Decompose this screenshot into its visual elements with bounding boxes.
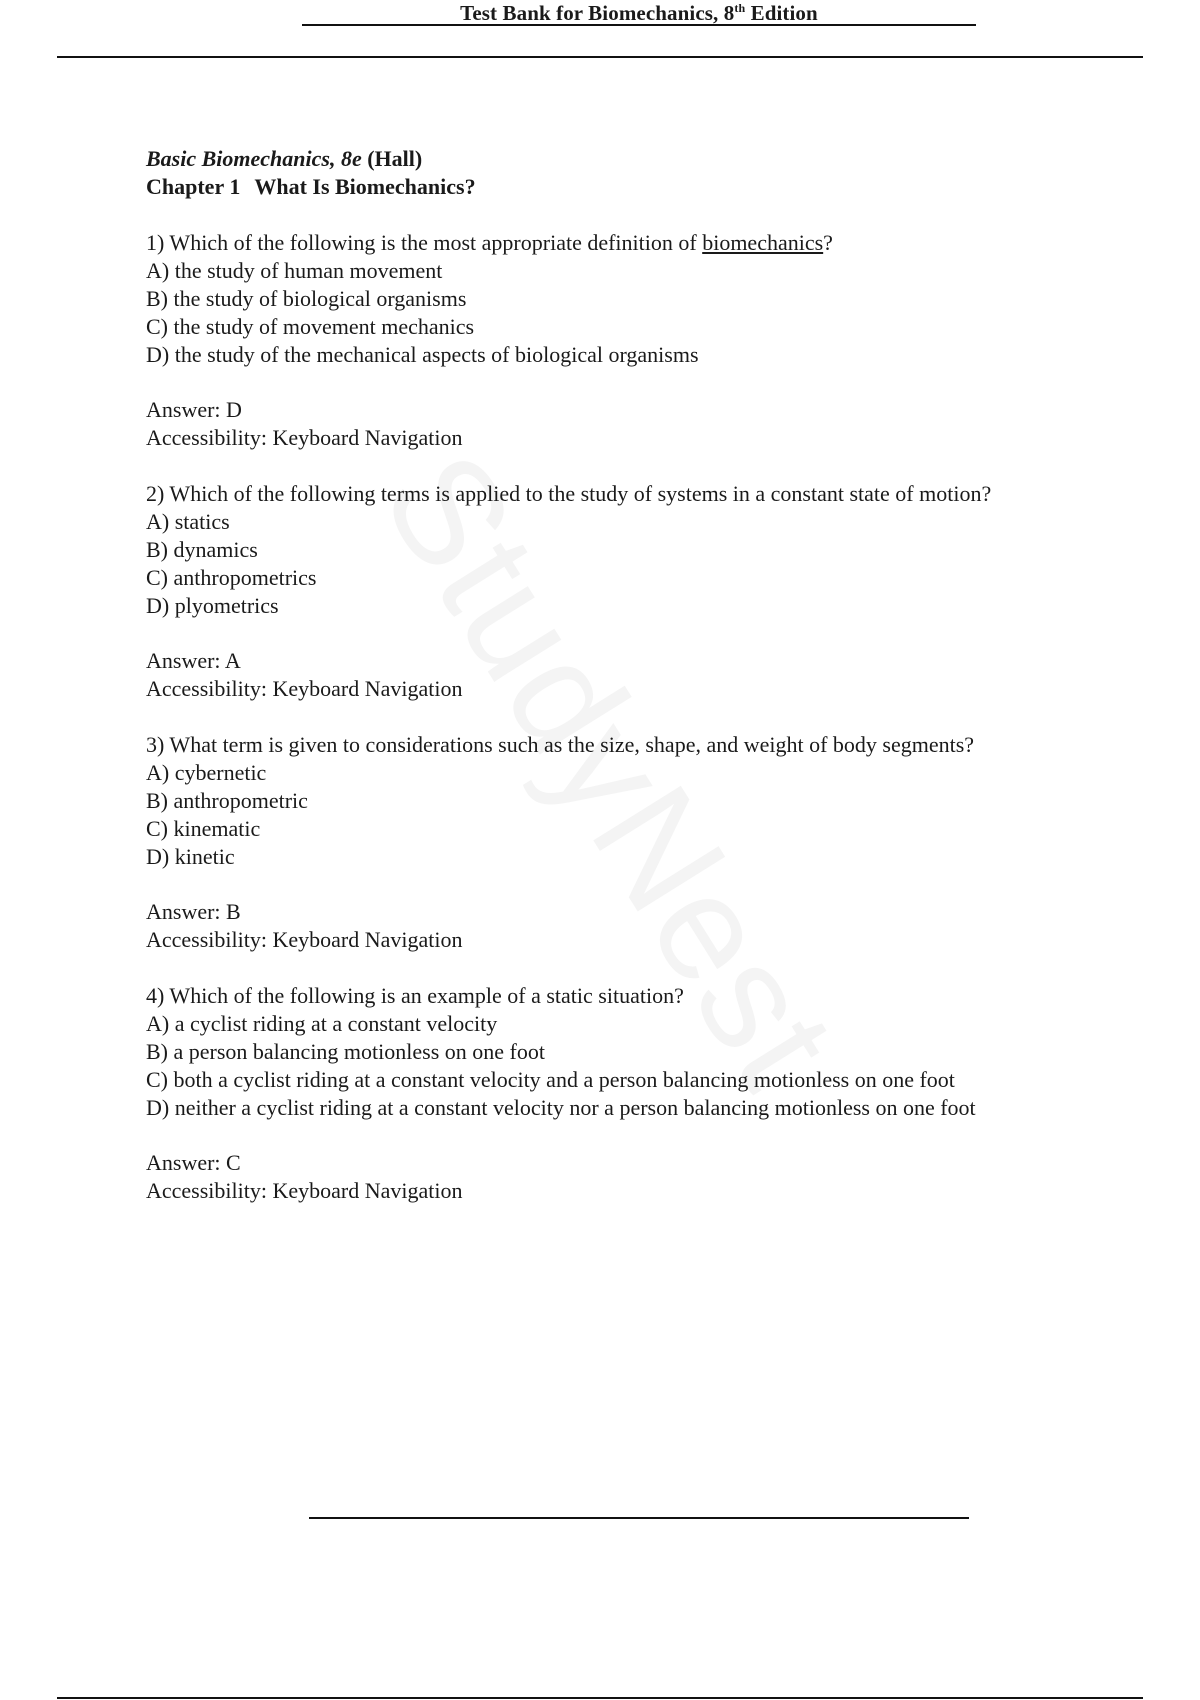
book-author: (Hall)	[361, 146, 423, 171]
option-c: C) kinematic	[146, 816, 261, 841]
answer-line: Answer: C	[146, 1150, 241, 1175]
option-b: B) a person balancing motionless on one foot	[146, 1039, 545, 1064]
answer-block	[146, 1149, 1106, 1205]
option-a: A) a cyclist riding at a constant velocity	[146, 1011, 498, 1036]
option-a: A) cybernetic	[146, 760, 267, 785]
book-title-line	[146, 145, 1106, 173]
question-3	[146, 731, 1106, 954]
option-a: A) statics	[146, 509, 230, 534]
chapter-title-line	[146, 173, 1106, 201]
accessibility-line: Accessibility: Keyboard Navigation	[146, 927, 463, 952]
question-2	[146, 480, 1106, 703]
answer-block	[146, 647, 1106, 703]
page-header-title	[302, 0, 976, 26]
option-d: D) kinetic	[146, 844, 235, 869]
page-content	[146, 145, 1106, 1205]
question-stem-text: 1) Which of the following is the most appropriate definition of	[146, 230, 703, 255]
header-title-suffix: Edition	[745, 1, 818, 25]
answer-block	[146, 396, 1106, 452]
footer-divider	[309, 1517, 969, 1519]
option-c: C) both a cyclist riding at a constant velocity and a person balancing motionless on one foot	[146, 1067, 955, 1092]
accessibility-line: Accessibility: Keyboard Navigation	[146, 425, 463, 450]
header-title-prefix: Test Bank for Biomechanics, 8	[460, 1, 735, 25]
accessibility-line: Accessibility: Keyboard Navigation	[146, 676, 463, 701]
option-d: D) plyometrics	[146, 593, 279, 618]
answer-line: Answer: B	[146, 899, 241, 924]
question-1	[146, 229, 1106, 452]
answer-line: Answer: A	[146, 648, 241, 673]
chapter-number: Chapter 1	[146, 174, 241, 199]
question-stem: 3) What term is given to considerations such as the size, shape, and weight of body segments?	[146, 732, 975, 757]
option-b: B) the study of biological organisms	[146, 286, 467, 311]
option-a: A) the study of human movement	[146, 258, 443, 283]
question-stem: 2) Which of the following terms is applied to the study of systems in a constant state of motion?	[146, 481, 992, 506]
answer-line: Answer: D	[146, 397, 242, 422]
question-stem	[146, 229, 1106, 257]
option-b: B) dynamics	[146, 537, 258, 562]
question-stem: 4) Which of the following is an example of a static situation?	[146, 983, 684, 1008]
option-d: D) the study of the mechanical aspects of biological organisms	[146, 342, 699, 367]
option-c: C) anthropometrics	[146, 565, 317, 590]
option-d: D) neither a cyclist riding at a constant velocity nor a person balancing motionless on one foot	[146, 1095, 976, 1120]
book-name: Basic Biomechanics, 8e	[146, 146, 362, 171]
answer-block	[146, 898, 1106, 954]
header-divider	[57, 56, 1143, 58]
underlined-term: biomechanics	[702, 230, 824, 255]
question-stem-end: ?	[823, 230, 833, 255]
question-4	[146, 982, 1106, 1205]
option-b: B) anthropometric	[146, 788, 308, 813]
chapter-title: What Is Biomechanics?	[254, 174, 476, 199]
accessibility-line: Accessibility: Keyboard Navigation	[146, 1178, 463, 1203]
option-c: C) the study of movement mechanics	[146, 314, 475, 339]
page-bottom-divider	[57, 1697, 1143, 1699]
header-title-ordinal: th	[734, 1, 746, 15]
